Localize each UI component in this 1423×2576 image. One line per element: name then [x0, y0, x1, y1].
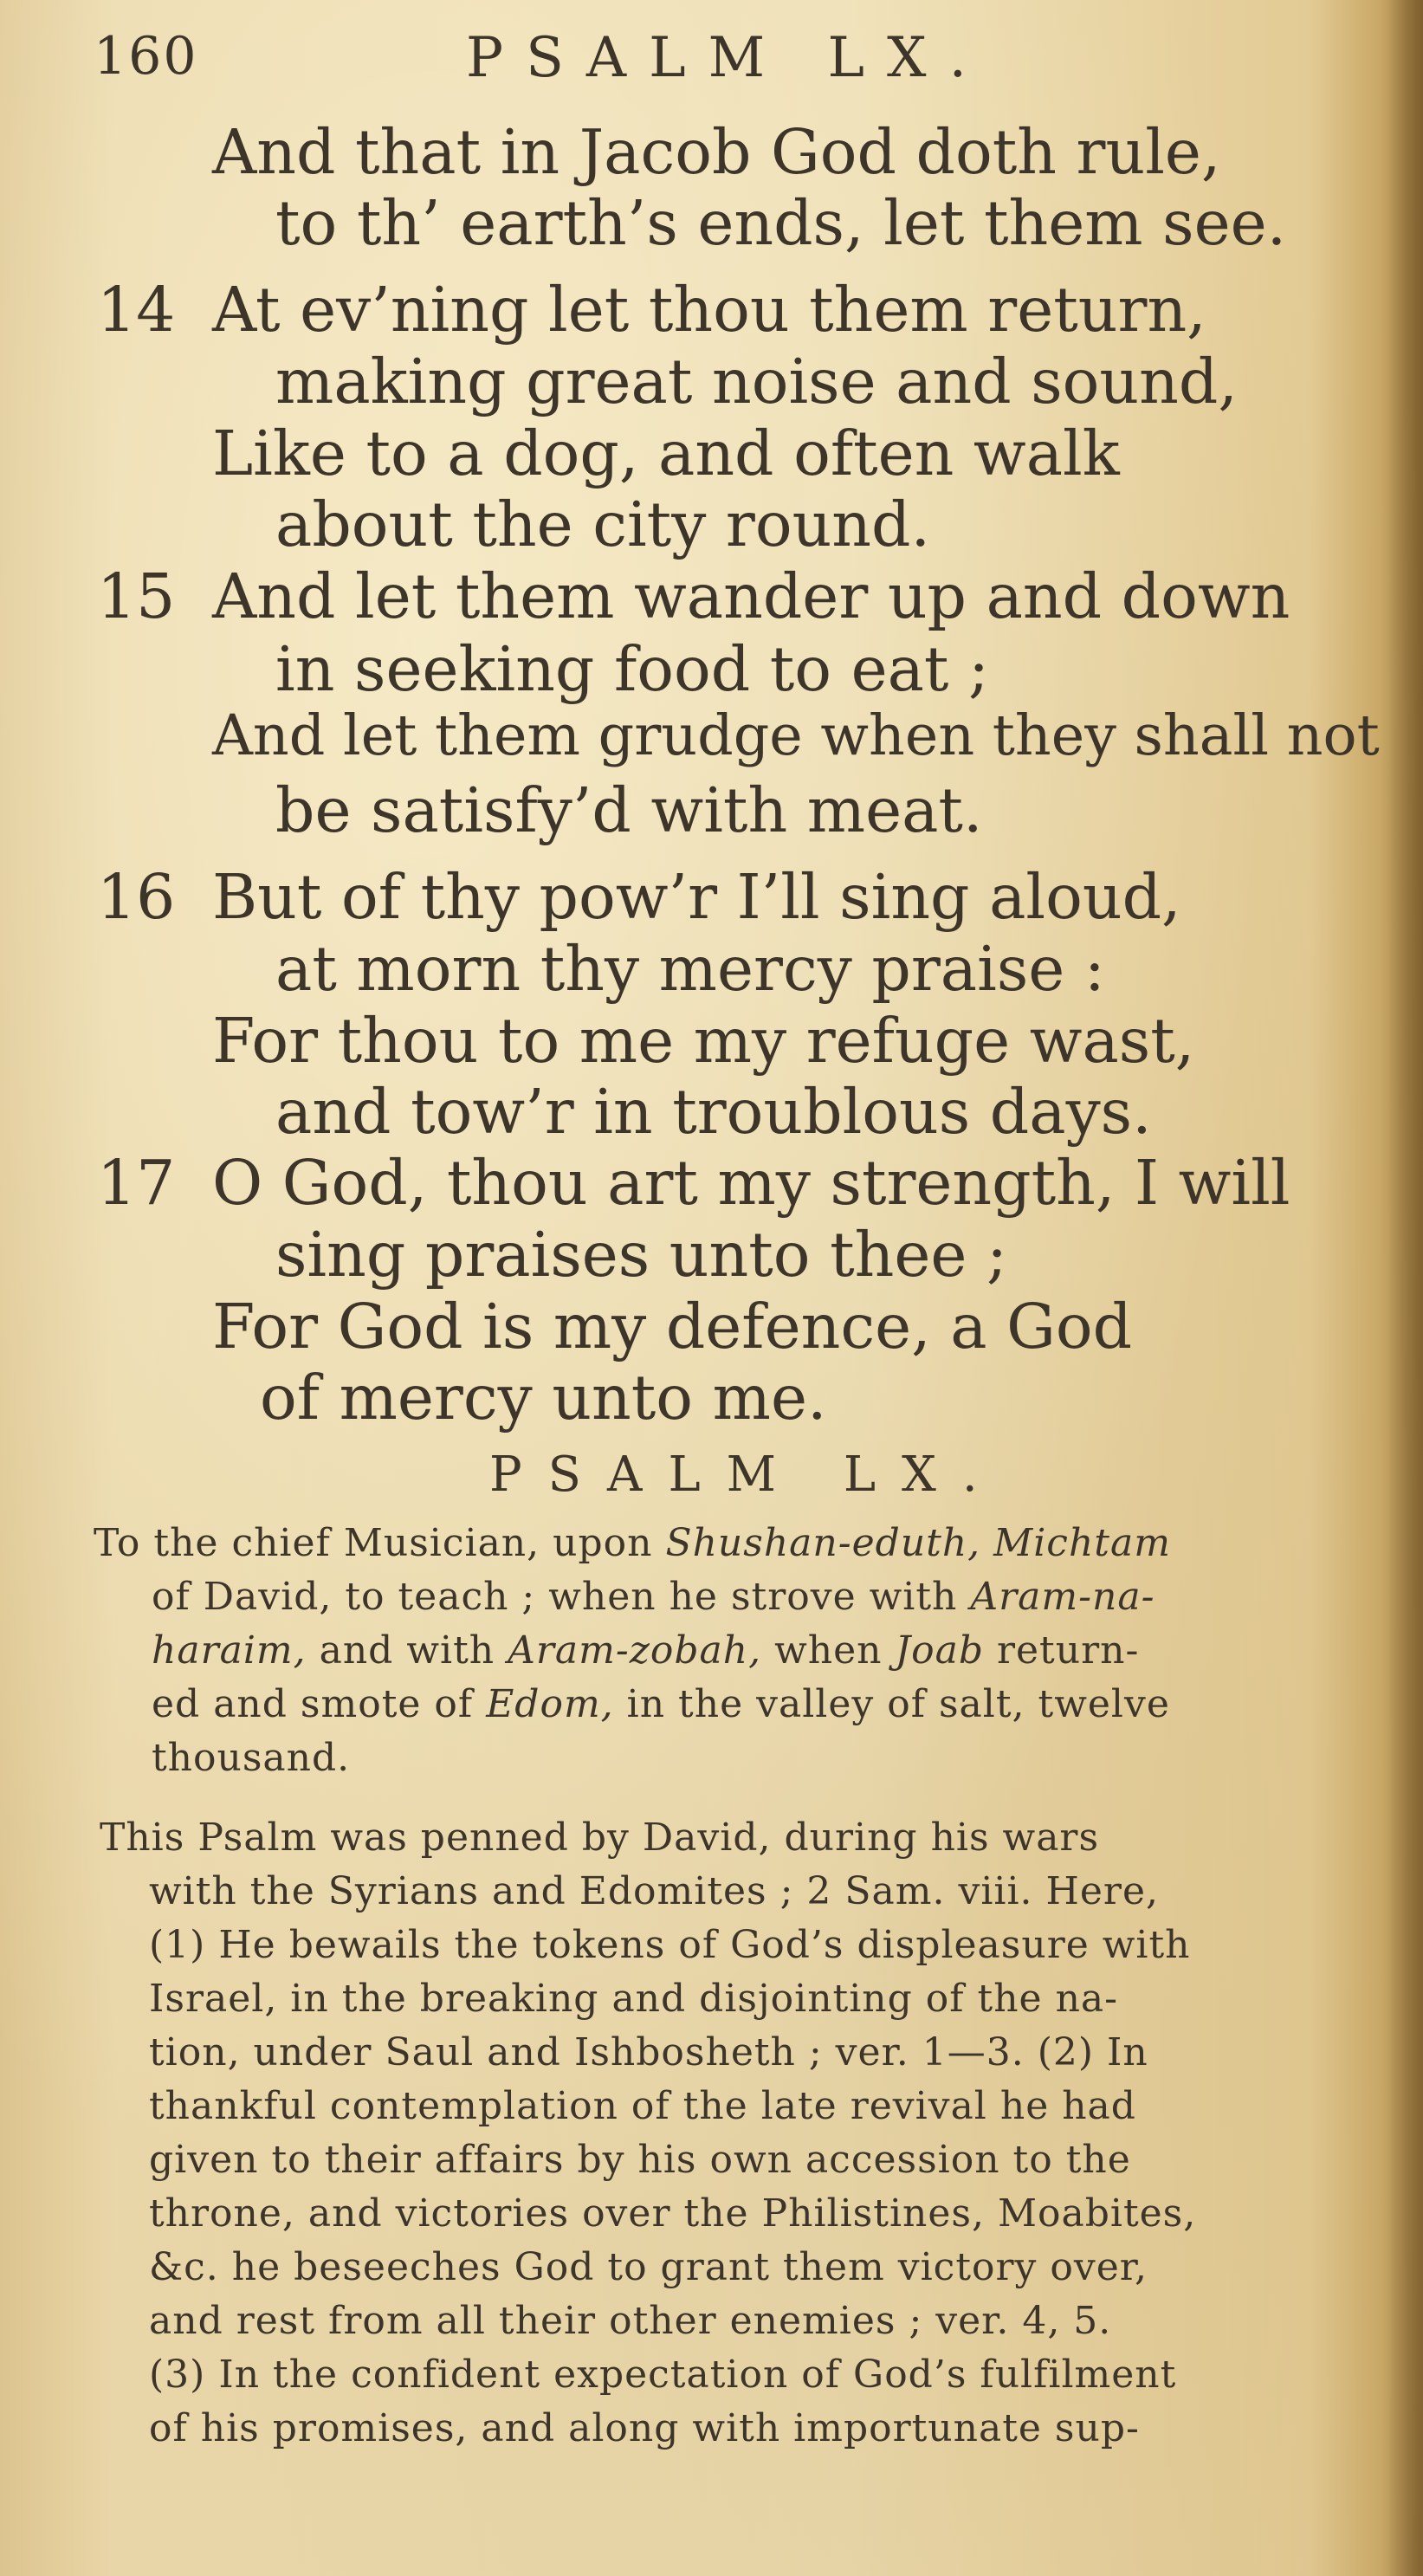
verse-line: For God is my defence, a God: [212, 1291, 1133, 1362]
superscription-line: thousand.: [152, 1736, 351, 1780]
argument-line: (1) He bewails the tokens of God’s displeasure with: [149, 1923, 1191, 1967]
argument-line: given to their affairs by his own accession to the: [149, 2138, 1131, 2182]
argument-line: thankful contemplation of the late revival he had: [149, 2084, 1136, 2128]
verse-line: be satisfy’d with meat.: [275, 774, 983, 846]
verse-line: O God, thou art my strength, I will: [212, 1147, 1290, 1219]
argument-line: of his promises, and along with importunate sup-: [149, 2406, 1140, 2450]
argument-line: and rest from all their other enemies ; ver. 4, 5.: [149, 2299, 1112, 2343]
verse-line: of mercy unto me.: [260, 1362, 827, 1434]
verse-line: sing praises unto thee ;: [275, 1219, 1007, 1291]
psalm-title: PSALM LX.: [489, 1447, 1004, 1503]
argument-line: Israel, in the breaking and disjointing of the na-: [149, 1977, 1119, 2021]
verse-line: And let them grudge when they shall not: [212, 703, 1380, 768]
argument-line: This Psalm was penned by David, during his wars: [100, 1815, 1100, 1860]
page-header: [94, 26, 1393, 95]
superscription-line: of David, to teach ; when he strove with Aram-na-: [152, 1575, 1155, 1619]
verse-number: 15: [97, 560, 176, 632]
verse-line: making great noise and sound,: [275, 346, 1238, 417]
verse-line: Like to a dog, and often walk: [212, 417, 1120, 489]
argument-line: tion, under Saul and Ishbosheth ; ver. 1—3. (2) In: [149, 2030, 1148, 2074]
argument-line: &c. he beseeches God to grant them victory over,: [149, 2245, 1148, 2289]
superscription-line: haraim, and with Aram-zobah, when Joab return-: [152, 1628, 1140, 1673]
verse-number: 16: [97, 861, 176, 933]
verse-line: And let them wander up and down: [212, 560, 1290, 632]
verse-line: At ev’ning let thou them return,: [212, 274, 1206, 346]
verse-line: about the city round.: [275, 489, 931, 560]
superscription-line: To the chief Musician, upon Shushan-eduth, Michtam: [94, 1521, 1171, 1565]
argument-line: with the Syrians and Edomites ; 2 Sam. viii. Here,: [149, 1869, 1159, 1913]
verse-line: at morn thy mercy praise :: [275, 933, 1105, 1005]
verse-line: But of thy pow’r I’ll sing aloud,: [212, 861, 1181, 933]
verse-line: and tow’r in troublous days.: [275, 1076, 1152, 1148]
superscription-line: ed and smote of Edom, in the valley of salt, twelve: [152, 1682, 1170, 1726]
verse-number: 14: [97, 274, 176, 346]
verse-number: 17: [97, 1147, 176, 1219]
verse-line: in seeking food to eat ;: [275, 633, 989, 705]
verse-line: For thou to me my refuge wast,: [212, 1005, 1195, 1077]
argument-line: throne, and victories over the Philistines, Moabites,: [149, 2191, 1197, 2236]
page-number: 160: [94, 26, 198, 87]
verse-line: to th’ earth’s ends, let them see.: [275, 187, 1287, 259]
running-head: PSALM LX.: [466, 26, 989, 90]
verse-line: And that in Jacob God doth rule,: [212, 116, 1221, 188]
argument-line: (3) In the confident expectation of God’s fulfilment: [149, 2353, 1177, 2397]
